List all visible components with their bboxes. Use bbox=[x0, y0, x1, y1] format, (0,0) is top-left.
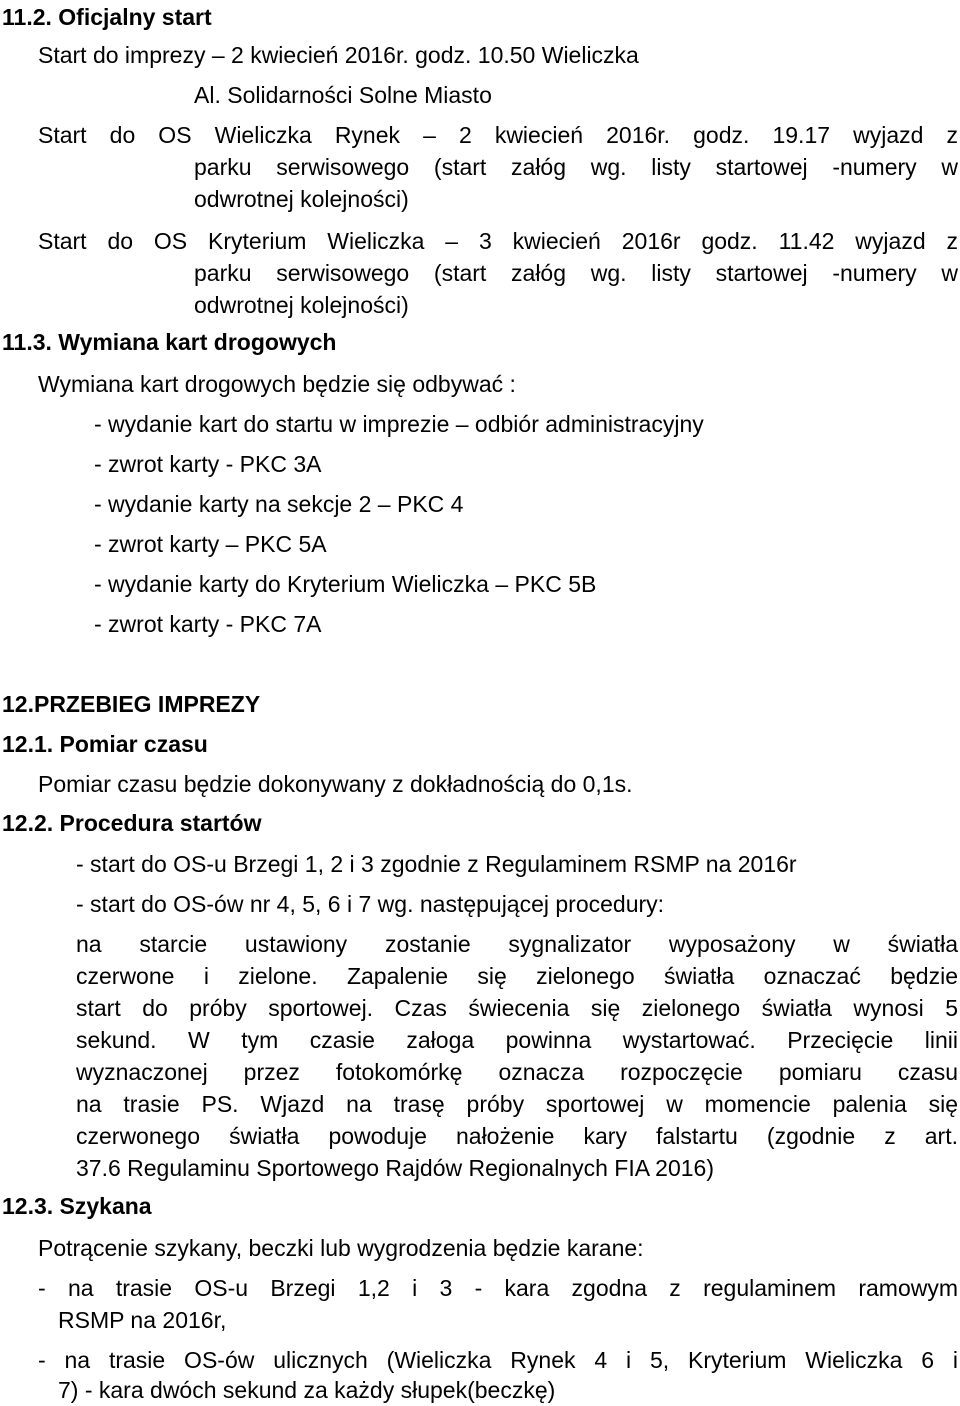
start-event-line: Start do imprezy – 2 kwiecień 2016r. godz. 10.50 Wieliczka bbox=[38, 42, 639, 68]
start-rynek-line-1: Start do OS Wieliczka Rynek – 2 kwiecień 2016r. godz. 19.17 wyjazd z bbox=[38, 122, 958, 148]
chicane-item-1-line-2: RSMP na 2016r, bbox=[58, 1307, 227, 1333]
section-heading-11-2: 11.2. Oficjalny start bbox=[2, 4, 212, 30]
card-exchange-item: - wydanie kart do startu w imprezie – odbiór administracyjny bbox=[94, 411, 704, 437]
start-kryterium-line-3: odwrotnej kolejności) bbox=[194, 292, 409, 318]
start-kryterium-line-2: parku serwisowego (start załóg wg. listy startowej -numery w bbox=[194, 260, 958, 286]
chicane-item-2-line-1: - na trasie OS-ów ulicznych (Wieliczka Rynek 4 i 5, Kryterium Wieliczka 6 i bbox=[38, 1347, 958, 1373]
section-heading-12-1: 12.1. Pomiar czasu bbox=[2, 731, 208, 757]
section-heading-11-3: 11.3. Wymiana kart drogowych bbox=[2, 329, 337, 355]
start-rynek-line-2: parku serwisowego (start załóg wg. listy startowej -numery w bbox=[194, 154, 958, 180]
start-procedure-paragraph-line: na trasie PS. Wjazd na trasę próby sportowej w momencie palenia się bbox=[76, 1091, 958, 1117]
card-exchange-item: - zwrot karty - PKC 3A bbox=[94, 451, 322, 477]
section-heading-12-3: 12.3. Szykana bbox=[2, 1193, 152, 1219]
card-exchange-item: - zwrot karty - PKC 7A bbox=[94, 611, 322, 637]
timing-text: Pomiar czasu będzie dokonywany z dokładnością do 0,1s. bbox=[38, 771, 633, 797]
card-exchange-intro: Wymiana kart drogowych będzie się odbywać : bbox=[38, 371, 516, 397]
card-exchange-item: - wydanie karty na sekcje 2 – PKC 4 bbox=[94, 491, 464, 517]
chicane-item-1-line-1: - na trasie OS-u Brzegi 1,2 i 3 - kara zgodna z regulaminem ramowym bbox=[38, 1275, 958, 1301]
chicane-intro: Potrącenie szykany, beczki lub wygrodzenia będzie karane: bbox=[38, 1235, 644, 1261]
start-procedure-paragraph-line: czerwonego światła powoduje nałożenie kary falstartu (zgodnie z art. bbox=[76, 1123, 958, 1149]
start-kryterium-line-1: Start do OS Kryterium Wieliczka – 3 kwiecień 2016r godz. 11.42 wyjazd z bbox=[38, 228, 958, 254]
start-procedure-paragraph-line: czerwone i zielone. Zapalenie się zielonego światła oznaczać będzie bbox=[76, 963, 958, 989]
card-exchange-item: - wydanie karty do Kryterium Wieliczka – PKC 5B bbox=[94, 571, 597, 597]
start-event-place: Al. Solidarności Solne Miasto bbox=[194, 82, 492, 108]
section-heading-12: 12.PRZEBIEG IMPREZY bbox=[2, 691, 261, 717]
start-procedure-item-2: - start do OS-ów nr 4, 5, 6 i 7 wg. następującej procedury: bbox=[76, 891, 665, 917]
start-procedure-paragraph-line: na starcie ustawiony zostanie sygnalizator wyposażony w światła bbox=[76, 931, 958, 957]
card-exchange-item: - zwrot karty – PKC 5A bbox=[94, 531, 327, 557]
start-procedure-paragraph-line: 37.6 Regulaminu Sportowego Rajdów Regionalnych FIA 2016) bbox=[76, 1155, 715, 1181]
start-procedure-paragraph-line: wyznaczonej przez fotokomórkę oznacza rozpoczęcie pomiaru czasu bbox=[76, 1059, 958, 1085]
start-rynek-line-3: odwrotnej kolejności) bbox=[194, 186, 409, 212]
start-procedure-paragraph-line: start do próby sportowej. Czas świecenia się zielonego światła wynosi 5 bbox=[76, 995, 958, 1021]
start-procedure-item-1: - start do OS-u Brzegi 1, 2 i 3 zgodnie z Regulaminem RSMP na 2016r bbox=[76, 851, 797, 877]
chicane-item-2-line-2: 7) - kara dwóch sekund za każdy słupek(beczkę) bbox=[58, 1377, 556, 1403]
start-procedure-paragraph-line: sekund. W tym czasie załoga powinna wystartować. Przecięcie linii bbox=[76, 1027, 958, 1053]
section-heading-12-2: 12.2. Procedura startów bbox=[2, 810, 262, 836]
